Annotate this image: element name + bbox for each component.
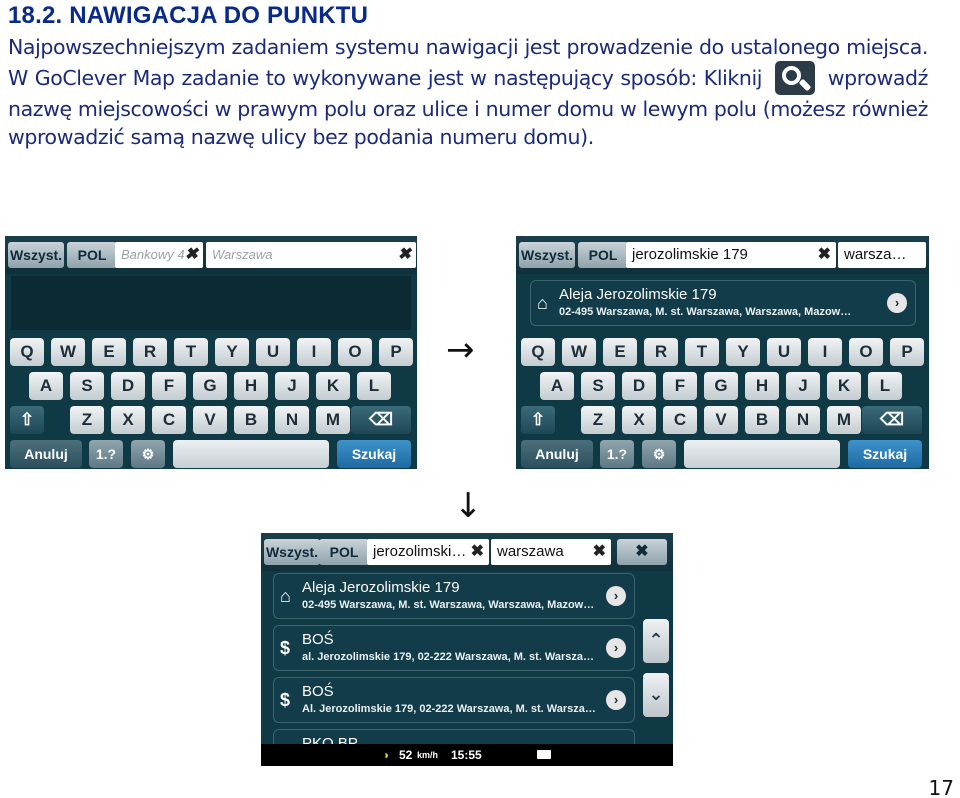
key-e[interactable]: E bbox=[92, 338, 126, 366]
chevron-right-icon[interactable]: › bbox=[606, 690, 626, 710]
screen-search-result bbox=[516, 236, 929, 469]
gear-icon: ⚙ bbox=[652, 446, 666, 462]
search-bar bbox=[5, 236, 417, 274]
section-heading: 18.2. NAWIGACJA DO PUNKTU bbox=[8, 2, 369, 29]
backspace-key[interactable] bbox=[862, 406, 922, 434]
result-address: 02-495 Warszawa, M. st. Warszawa, Warszawa, Mazow… bbox=[302, 599, 595, 611]
results-area-empty bbox=[11, 276, 411, 330]
chevron-right-icon[interactable]: › bbox=[887, 293, 907, 313]
result-name: Aleja Jerozolimskie 179 bbox=[559, 286, 717, 303]
dollar-icon: $ bbox=[280, 638, 291, 658]
key-h[interactable]: H bbox=[234, 372, 268, 400]
key-l[interactable]: L bbox=[357, 372, 391, 400]
key-s[interactable]: S bbox=[581, 372, 615, 400]
paragraph-text-1: Najpowszechniejszym zadaniem systemu nawigacji jest prowadzenie do ustalonego miejsca. W GoClever Map zadanie to wykonywane jest w następujący sposób: Kliknij bbox=[8, 35, 928, 90]
clock: 15:55 bbox=[451, 748, 482, 762]
key-x[interactable]: X bbox=[622, 406, 656, 434]
shift-icon: ⇧ bbox=[19, 410, 35, 429]
key-m[interactable]: M bbox=[827, 406, 861, 434]
street-field-value: jerozolimskie 179 bbox=[632, 246, 748, 263]
key-k[interactable]: K bbox=[827, 372, 861, 400]
shift-icon: ⇧ bbox=[530, 410, 546, 429]
cancel-button[interactable]: Anuluj bbox=[521, 440, 593, 468]
key-m[interactable]: M bbox=[316, 406, 350, 434]
search-bar bbox=[516, 236, 929, 274]
city-field[interactable] bbox=[838, 242, 926, 268]
key-o[interactable]: O bbox=[849, 338, 883, 366]
space-key[interactable] bbox=[173, 440, 329, 468]
city-field[interactable] bbox=[206, 242, 416, 268]
key-f[interactable]: F bbox=[663, 372, 697, 400]
key-l[interactable]: L bbox=[868, 372, 902, 400]
tab-poi[interactable]: POL bbox=[67, 242, 117, 268]
key-b[interactable]: B bbox=[234, 406, 268, 434]
scroll-up-button[interactable]: ⌃ bbox=[643, 619, 669, 663]
chevron-right-icon[interactable]: › bbox=[606, 638, 626, 658]
result-name: BOŚ bbox=[302, 683, 334, 700]
key-z[interactable]: Z bbox=[70, 406, 104, 434]
key-q[interactable]: Q bbox=[10, 338, 44, 366]
result-address: 02-495 Warszawa, M. st. Warszawa, Warszawa, Mazow… bbox=[559, 306, 852, 318]
key-v[interactable]: V bbox=[704, 406, 738, 434]
city-field-value: Warszawa bbox=[212, 247, 273, 262]
instruction-paragraph bbox=[8, 33, 928, 151]
key-t[interactable]: T bbox=[174, 338, 208, 366]
search-bar bbox=[261, 533, 673, 571]
street-field[interactable] bbox=[626, 242, 836, 268]
speed-value: 52 bbox=[399, 748, 413, 762]
key-u[interactable]: U bbox=[256, 338, 290, 366]
key-y[interactable]: Y bbox=[726, 338, 760, 366]
key-h[interactable]: H bbox=[745, 372, 779, 400]
clear-street-icon[interactable]: ✖ bbox=[470, 543, 484, 560]
key-z[interactable]: Z bbox=[581, 406, 615, 434]
gear-icon: ⚙ bbox=[141, 446, 155, 462]
key-g[interactable]: G bbox=[193, 372, 227, 400]
city-field-value: warszawa bbox=[497, 543, 564, 560]
key-r[interactable]: R bbox=[644, 338, 678, 366]
key-n[interactable]: N bbox=[275, 406, 309, 434]
numbers-key[interactable]: 1.? bbox=[600, 440, 634, 468]
key-s[interactable]: S bbox=[70, 372, 104, 400]
gps-icon: ◗ bbox=[383, 748, 391, 762]
speed-unit: km/h bbox=[417, 750, 439, 760]
search-button[interactable]: Szukaj bbox=[848, 440, 922, 468]
result-item[interactable] bbox=[273, 677, 635, 723]
key-p[interactable]: P bbox=[890, 338, 924, 366]
clear-street-icon[interactable]: ✖ bbox=[184, 246, 198, 263]
key-i[interactable]: I bbox=[808, 338, 842, 366]
house-icon: ⌂ bbox=[280, 586, 291, 606]
key-v[interactable]: V bbox=[193, 406, 227, 434]
key-u[interactable]: U bbox=[767, 338, 801, 366]
street-field[interactable] bbox=[115, 242, 203, 268]
clear-city-icon[interactable]: ✖ bbox=[397, 246, 411, 263]
tab-all[interactable]: Wszyst. bbox=[264, 539, 320, 565]
screen-results-list bbox=[261, 533, 673, 766]
battery-icon bbox=[537, 750, 551, 759]
key-r[interactable]: R bbox=[133, 338, 167, 366]
space-key[interactable] bbox=[684, 440, 840, 468]
key-g[interactable]: G bbox=[704, 372, 738, 400]
shift-key[interactable] bbox=[10, 406, 44, 434]
key-f[interactable]: F bbox=[152, 372, 186, 400]
result-name: Aleja Jerozolimskie 179 bbox=[302, 579, 460, 596]
scroll-down-button[interactable]: ⌄ bbox=[643, 673, 669, 717]
key-w[interactable]: W bbox=[51, 338, 85, 366]
key-w[interactable]: W bbox=[562, 338, 596, 366]
key-d[interactable]: D bbox=[622, 372, 656, 400]
result-name: BOŚ bbox=[302, 631, 334, 648]
result-item[interactable] bbox=[273, 625, 635, 671]
street-field-value: jerozolimski… bbox=[373, 543, 467, 560]
key-b[interactable]: B bbox=[745, 406, 779, 434]
dollar-icon: $ bbox=[280, 690, 291, 710]
key-y[interactable]: Y bbox=[215, 338, 249, 366]
key-c[interactable]: C bbox=[663, 406, 697, 434]
key-d[interactable]: D bbox=[111, 372, 145, 400]
key-e[interactable]: E bbox=[603, 338, 637, 366]
arrow-down: ↓ bbox=[454, 486, 483, 526]
key-a[interactable]: A bbox=[540, 372, 574, 400]
city-field[interactable] bbox=[491, 539, 611, 565]
backspace-key[interactable] bbox=[351, 406, 411, 434]
street-field-value: Bankowy 4 bbox=[121, 247, 185, 262]
key-c[interactable]: C bbox=[152, 406, 186, 434]
key-k[interactable]: K bbox=[316, 372, 350, 400]
key-j[interactable]: J bbox=[275, 372, 309, 400]
chevron-right-icon[interactable]: › bbox=[606, 586, 626, 606]
search-icon bbox=[775, 61, 815, 95]
settings-key[interactable] bbox=[131, 440, 165, 468]
search-button[interactable]: Szukaj bbox=[337, 440, 411, 468]
key-a[interactable]: A bbox=[29, 372, 63, 400]
city-field-value: warsza… bbox=[844, 246, 907, 263]
result-address: Al. Jerozolimskie 179, 02-222 Warszawa, M. st. Warsza… bbox=[302, 703, 596, 715]
shift-key[interactable] bbox=[521, 406, 555, 434]
clear-street-icon[interactable]: ✖ bbox=[817, 246, 831, 263]
arrow-right: → bbox=[446, 330, 475, 370]
numbers-key[interactable]: 1.? bbox=[89, 440, 123, 468]
key-t[interactable]: T bbox=[685, 338, 719, 366]
street-field[interactable] bbox=[367, 539, 489, 565]
key-p[interactable]: P bbox=[379, 338, 413, 366]
result-item[interactable] bbox=[530, 280, 916, 326]
tab-all[interactable]: Wszyst. bbox=[519, 242, 575, 268]
backspace-icon: ⌫ bbox=[368, 410, 394, 429]
key-x[interactable]: X bbox=[111, 406, 145, 434]
settings-key[interactable] bbox=[642, 440, 676, 468]
close-button[interactable]: ✖ bbox=[617, 539, 667, 565]
screen-search-empty bbox=[5, 236, 417, 469]
clear-city-icon[interactable]: ✖ bbox=[592, 543, 606, 560]
key-j[interactable]: J bbox=[786, 372, 820, 400]
key-q[interactable]: Q bbox=[521, 338, 555, 366]
result-item[interactable] bbox=[273, 573, 635, 619]
tab-all[interactable]: Wszyst. bbox=[8, 242, 64, 268]
paragraph-text-2: wprowadź nazwę miejscowości w prawym polu oraz ulice i numer domu w lewym polu (możesz również wprowadzić samą nazwę ulicy bez podania numeru domu). bbox=[8, 66, 928, 149]
status-bar bbox=[261, 744, 673, 766]
cancel-button[interactable]: Anuluj bbox=[10, 440, 82, 468]
tab-poi[interactable]: POL bbox=[319, 539, 369, 565]
key-i[interactable]: I bbox=[297, 338, 331, 366]
backspace-icon: ⌫ bbox=[879, 410, 905, 429]
page-number: 17 bbox=[928, 776, 954, 798]
result-address: al. Jerozolimskie 179, 02-222 Warszawa, M. st. Warsza… bbox=[302, 651, 595, 663]
key-o[interactable]: O bbox=[338, 338, 372, 366]
house-icon: ⌂ bbox=[537, 293, 548, 313]
tab-poi[interactable]: POL bbox=[578, 242, 628, 268]
key-n[interactable]: N bbox=[786, 406, 820, 434]
